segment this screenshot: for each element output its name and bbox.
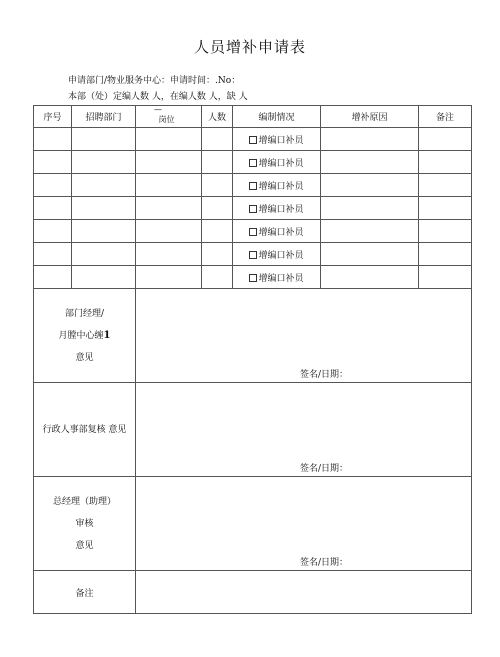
- dept-manager-label: [34, 289, 136, 383]
- checkbox-icon[interactable]: [249, 159, 257, 167]
- status-cell[interactable]: [233, 151, 321, 174]
- status-checkbox-option[interactable]: [249, 228, 303, 238]
- status-cell[interactable]: [233, 128, 321, 151]
- seq-cell[interactable]: [34, 220, 72, 243]
- remark-cell[interactable]: [419, 197, 472, 220]
- hr-review-label: 行政人事部复核 意见: [34, 383, 136, 477]
- reason-cell[interactable]: [321, 220, 419, 243]
- header-position: [136, 106, 202, 128]
- header-reason: 增补原因: [321, 106, 419, 128]
- table-row: [34, 174, 472, 197]
- header-position-label: 岗位: [158, 115, 175, 124]
- header-status: 编制情况: [233, 106, 321, 128]
- seq-cell[interactable]: [34, 151, 72, 174]
- status-option-label: 增编口补员: [258, 135, 304, 146]
- dept-cell[interactable]: [72, 128, 136, 151]
- reason-cell[interactable]: [321, 243, 419, 266]
- remark-cell[interactable]: [419, 128, 472, 151]
- dept-cell[interactable]: [72, 243, 136, 266]
- dept-cell[interactable]: [72, 266, 136, 289]
- checkbox-icon[interactable]: [249, 274, 257, 282]
- position-cell[interactable]: [136, 266, 202, 289]
- gm-opinion-field[interactable]: [136, 477, 472, 571]
- reason-cell[interactable]: [321, 174, 419, 197]
- status-cell[interactable]: [233, 174, 321, 197]
- page-title: 人员增补申请表: [193, 38, 306, 56]
- count-cell[interactable]: [202, 197, 233, 220]
- status-cell[interactable]: [233, 220, 321, 243]
- dept-manager-line2-char: 缠: [94, 330, 104, 341]
- gm-sign-date: 签名/日期：: [300, 558, 349, 568]
- reason-cell[interactable]: [321, 197, 419, 220]
- status-option-label: 增编口补员: [258, 227, 304, 238]
- position-cell[interactable]: [136, 243, 202, 266]
- position-cell[interactable]: [136, 151, 202, 174]
- remark-cell[interactable]: [419, 266, 472, 289]
- dept-manager-line1: 部门经理/: [64, 308, 105, 319]
- gm-line3: 意见: [75, 540, 94, 551]
- remark-cell[interactable]: [419, 243, 472, 266]
- status-checkbox-option[interactable]: [249, 182, 303, 192]
- dept-manager-line3: 意见: [75, 352, 94, 363]
- status-checkbox-option[interactable]: [249, 159, 303, 169]
- data-rows: [34, 128, 472, 289]
- hr-review-sign-date: 签名/日期：: [300, 464, 349, 474]
- header-position-dash: —: [154, 105, 162, 114]
- reason-cell[interactable]: [321, 128, 419, 151]
- remark-label: 备注: [34, 571, 136, 614]
- checkbox-icon[interactable]: [249, 136, 257, 144]
- reason-cell[interactable]: [321, 266, 419, 289]
- checkbox-icon[interactable]: [249, 205, 257, 213]
- dept-cell[interactable]: [72, 197, 136, 220]
- hr-review-section: [34, 383, 472, 477]
- status-cell[interactable]: [233, 266, 321, 289]
- gm-label: [34, 477, 136, 571]
- header-seq: 序号: [34, 106, 72, 128]
- position-cell[interactable]: [136, 220, 202, 243]
- seq-cell[interactable]: [34, 266, 72, 289]
- status-option-label: 增编口补员: [258, 204, 304, 215]
- headcount-info-line: 本部（处）定编人数 人，在编人数 人，缺 人: [68, 92, 248, 102]
- checkbox-icon[interactable]: [249, 182, 257, 190]
- gm-line2: 审核: [75, 518, 94, 529]
- table-row: [34, 128, 472, 151]
- checkbox-icon[interactable]: [249, 251, 257, 259]
- count-cell[interactable]: [202, 220, 233, 243]
- dept-manager-opinion-field[interactable]: [136, 289, 472, 383]
- seq-cell[interactable]: [34, 128, 72, 151]
- dept-cell[interactable]: [72, 151, 136, 174]
- dept-manager-section: [34, 289, 472, 383]
- position-cell[interactable]: [136, 174, 202, 197]
- dept-manager-line2: [34, 325, 135, 347]
- header-remark: 备注: [419, 106, 472, 128]
- checkbox-icon[interactable]: [249, 228, 257, 236]
- status-cell[interactable]: [233, 243, 321, 266]
- status-cell[interactable]: [233, 197, 321, 220]
- request-table: [33, 105, 472, 614]
- count-cell[interactable]: [202, 151, 233, 174]
- table-row: [34, 266, 472, 289]
- dept-manager-line2-text: 月膛中心: [58, 330, 95, 341]
- status-option-label: 增编口补员: [258, 158, 304, 169]
- status-option-label: 增编口补员: [258, 273, 304, 284]
- status-option-label: 增编口补员: [258, 181, 304, 192]
- status-checkbox-option[interactable]: [249, 274, 303, 284]
- remark-cell[interactable]: [419, 151, 472, 174]
- header-count: 人数: [202, 106, 233, 128]
- seq-cell[interactable]: [34, 174, 72, 197]
- position-cell[interactable]: [136, 128, 202, 151]
- gm-section: [34, 477, 472, 571]
- status-checkbox-option[interactable]: [249, 251, 303, 261]
- table-row: [34, 220, 472, 243]
- dept-manager-sign-date: 签名/日期：: [300, 370, 349, 380]
- remark-cell[interactable]: [419, 220, 472, 243]
- dept-cell[interactable]: [72, 220, 136, 243]
- header-dept: 招聘部门: [72, 106, 136, 128]
- count-cell[interactable]: [202, 243, 233, 266]
- dept-cell[interactable]: [72, 174, 136, 197]
- status-checkbox-option[interactable]: [249, 205, 303, 215]
- table-row: [34, 151, 472, 174]
- remark-section: [34, 571, 472, 614]
- position-cell[interactable]: [136, 197, 202, 220]
- count-cell[interactable]: [202, 174, 233, 197]
- applicant-info-line: 申请部门/物业服务中心：申请时间：.No：: [68, 76, 241, 86]
- seq-cell[interactable]: [34, 197, 72, 220]
- table-row: [34, 197, 472, 220]
- count-cell[interactable]: [202, 128, 233, 151]
- header-row: [34, 106, 472, 128]
- seq-cell[interactable]: [34, 243, 72, 266]
- remark-field[interactable]: [136, 571, 472, 614]
- status-option-label: 增编口补员: [258, 250, 304, 261]
- count-cell[interactable]: [202, 266, 233, 289]
- table-row: [34, 243, 472, 266]
- hr-review-opinion-field[interactable]: [136, 383, 472, 477]
- status-checkbox-option[interactable]: [249, 136, 303, 146]
- reason-cell[interactable]: [321, 151, 419, 174]
- remark-cell[interactable]: [419, 174, 472, 197]
- dept-manager-line2-digit: 1: [103, 329, 111, 341]
- gm-line1: 总经理（助理）: [52, 496, 116, 507]
